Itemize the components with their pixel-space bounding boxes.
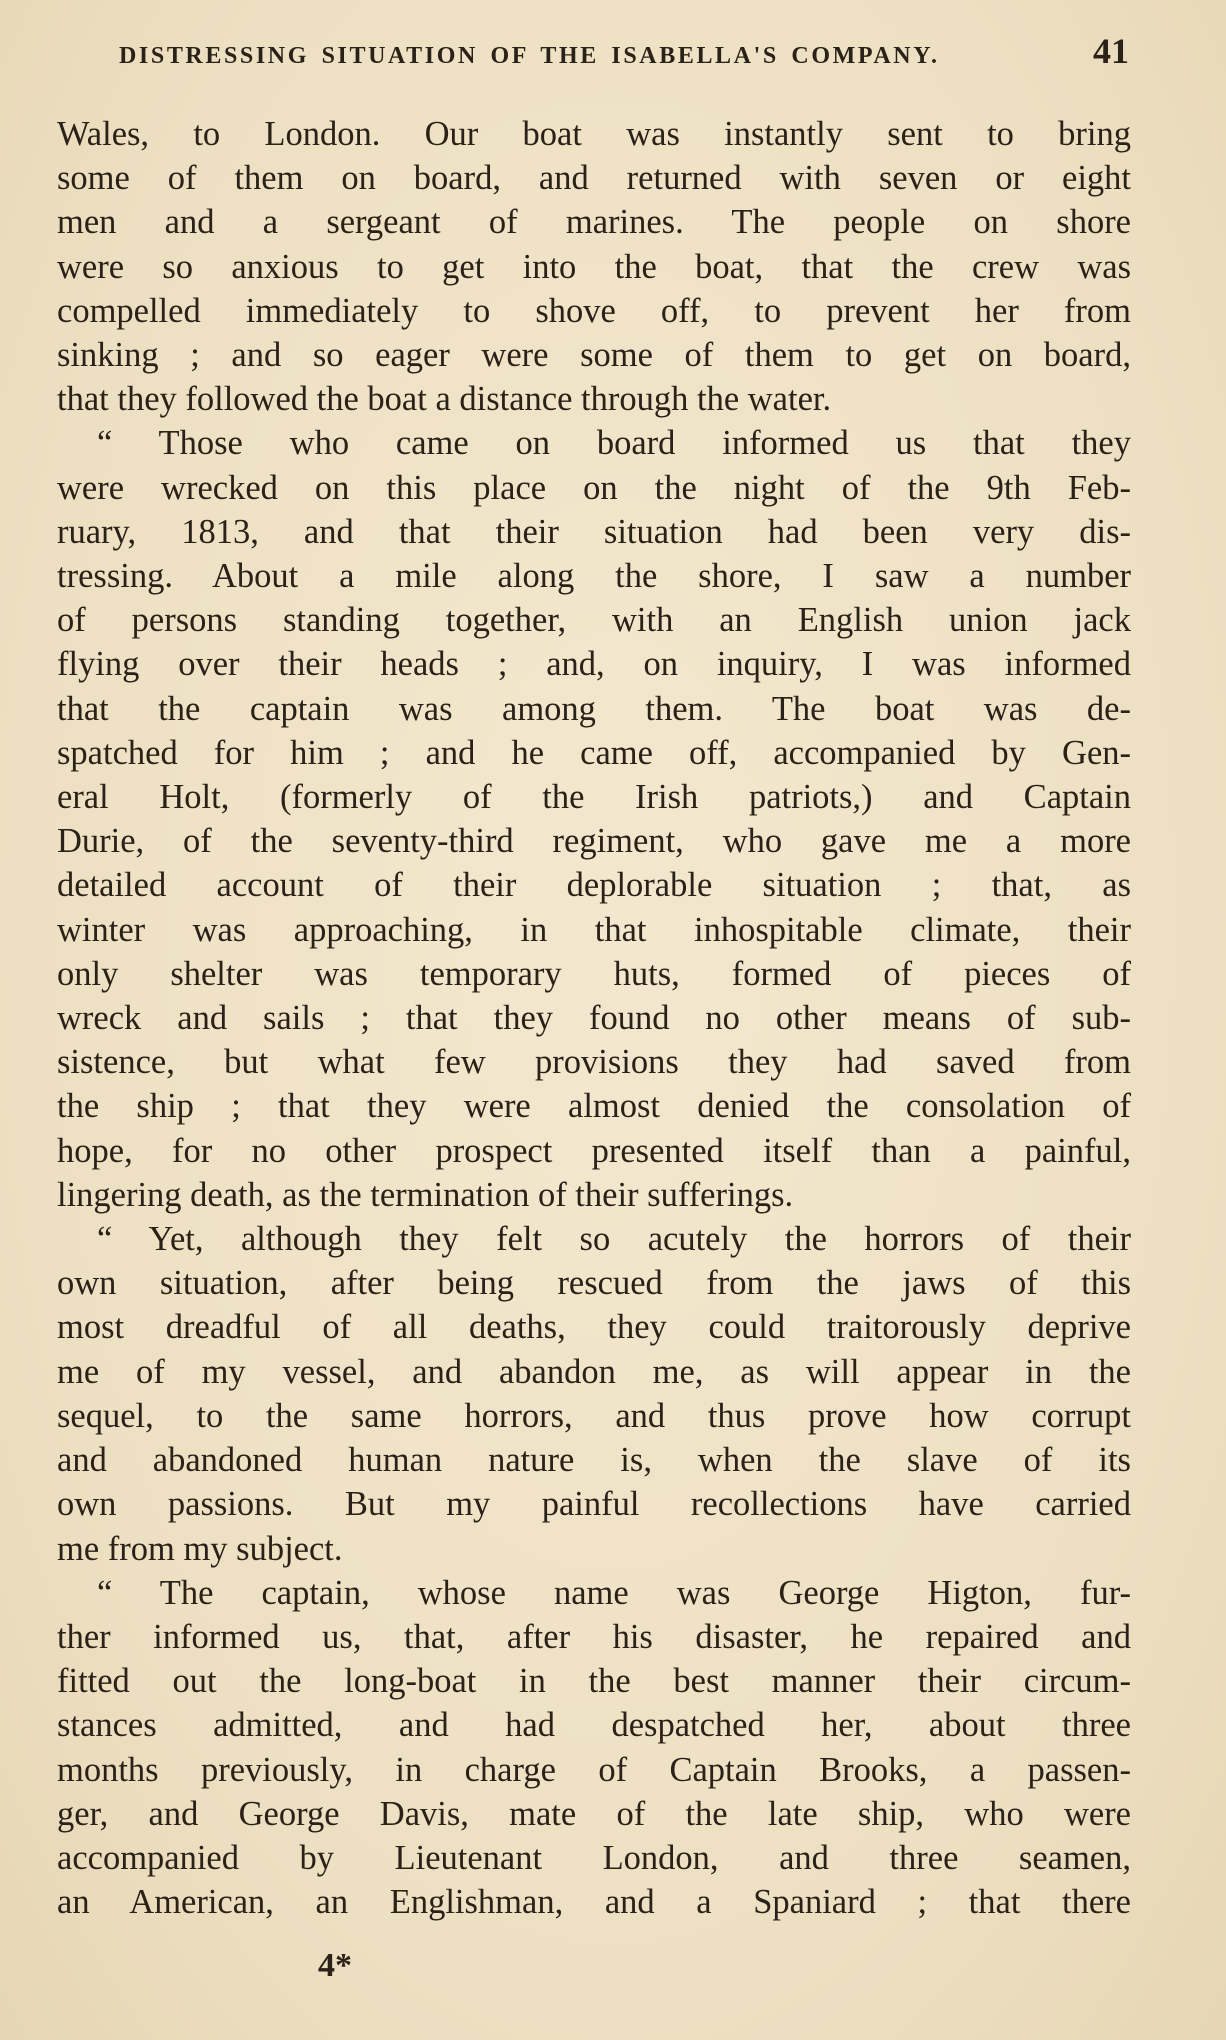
text-line: “ Yet, although they felt so acutely the horrors of their	[97, 1220, 1131, 1259]
text-line: lingering death, as the termination of their sufferings.	[57, 1175, 794, 1214]
text-line: of persons standing together, with an English union jack	[57, 601, 1131, 640]
signature-mark: 4*	[318, 1947, 352, 1984]
text-line: flying over their heads ; and, on inquiry, I was informed	[57, 645, 1131, 684]
text-line: “ The captain, whose name was George Higton, fur-	[97, 1573, 1131, 1612]
text-line: sequel, to the same horrors, and thus prove how corrupt	[57, 1396, 1131, 1435]
text-line: that they followed the boat a distance through the water.	[57, 380, 832, 419]
text-line: eral Holt, (formerly of the Irish patriots,) and Captain	[57, 778, 1131, 817]
text-line: detailed account of their deplorable situation ; that, as	[57, 866, 1131, 905]
text-line: wreck and sails ; that they found no other means of sub-	[57, 999, 1131, 1038]
text-line: only shelter was temporary huts, formed of pieces of	[57, 954, 1131, 993]
text-line: most dreadful of all deaths, they could traitorously deprive	[57, 1308, 1131, 1347]
text-line: accompanied by Lieutenant London, and three seamen,	[57, 1838, 1131, 1877]
text-line: me from my subject.	[57, 1529, 343, 1568]
text-line: and abandoned human nature is, when the slave of its	[57, 1441, 1131, 1480]
text-line: were so anxious to get into the boat, that the crew was	[57, 247, 1131, 286]
text-line: hope, for no other prospect presented itself than a painful,	[57, 1131, 1131, 1170]
text-line: own passions. But my painful recollections have carried	[57, 1485, 1131, 1524]
text-line: compelled immediately to shove off, to prevent her from	[57, 291, 1131, 330]
page-number: 41	[1093, 31, 1129, 71]
text-line: tressing. About a mile along the shore, I saw a number	[57, 557, 1131, 596]
text-line: the ship ; that they were almost denied the consolation of	[57, 1087, 1131, 1126]
text-line: sinking ; and so eager were some of them to get on board,	[57, 336, 1131, 375]
text-line: Wales, to London. Our boat was instantly sent to bring	[57, 115, 1131, 153]
text-line: fitted out the long-boat in the best manner their circum-	[57, 1662, 1131, 1701]
text-line: ruary, 1813, and that their situation had been very dis-	[57, 512, 1131, 551]
running-head	[119, 30, 1129, 80]
text-line: winter was approaching, in that inhospitable climate, their	[57, 910, 1131, 949]
text-line: some of them on board, and returned with seven or eight	[57, 159, 1131, 198]
text-line: ger, and George Davis, mate of the late ship, who were	[57, 1794, 1131, 1833]
text-line: men and a sergeant of marines. The people on shore	[57, 203, 1131, 242]
text-line: sistence, but what few provisions they had saved from	[57, 1043, 1131, 1082]
text-line: “ Those who came on board informed us that they	[97, 424, 1131, 463]
text-line: were wrecked on this place on the night of the 9th Feb-	[57, 468, 1131, 507]
text-line: that the captain was among them. The boat was de-	[57, 689, 1131, 728]
text-line: an American, an Englishman, and a Spaniard ; that there	[57, 1883, 1131, 1922]
text-line: me of my vessel, and abandon me, as will appear in the	[57, 1352, 1131, 1391]
text-line: stances admitted, and had despatched her, about three	[57, 1706, 1131, 1745]
body-text	[57, 112, 1131, 1924]
running-head-title: DISTRESSING SITUATION OF THE ISABELLA'S COMPANY.	[119, 43, 940, 69]
text-line: months previously, in charge of Captain Brooks, a passen-	[57, 1750, 1131, 1789]
text-line: Durie, of the seventy-third regiment, who gave me a more	[57, 822, 1131, 861]
text-line: ther informed us, that, after his disaster, he repaired and	[57, 1617, 1131, 1656]
text-line: spatched for him ; and he came off, accompanied by Gen-	[57, 733, 1131, 772]
text-line: own situation, after being rescued from the jaws of this	[57, 1264, 1131, 1303]
